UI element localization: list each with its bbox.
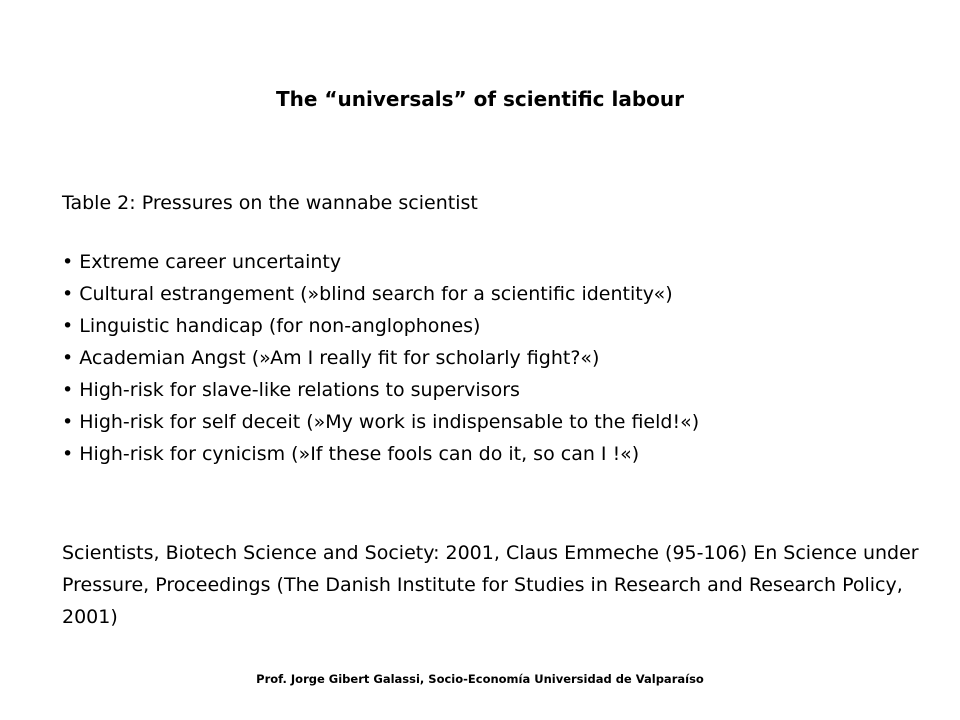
bullet-item: • Academian Angst (»Am I really fit for scholarly fight?«) bbox=[62, 347, 600, 369]
bullet-item: • High-risk for self deceit (»My work is indispensable to the field!«) bbox=[62, 411, 700, 433]
bullet-item: • Linguistic handicap (for non-anglophones) bbox=[62, 315, 481, 337]
bullet-item: • Extreme career uncertainty bbox=[62, 251, 342, 273]
bullet-item: • High-risk for slave-like relations to supervisors bbox=[62, 379, 520, 401]
footer-credit: Prof. Jorge Gibert Galassi, Socio-Economía Universidad de Valparaíso bbox=[256, 672, 704, 686]
citation: Scientists, Biotech Science and Society: 2001, Claus Emmeche (95-106) En Science under Pressure, Proceedings (The Danish Institute for Studies in Research and Research Policy, 2001) bbox=[62, 542, 919, 628]
bullet-list bbox=[62, 246, 922, 470]
slide-title: The “universals” of scientific labour bbox=[275, 87, 684, 111]
content-block bbox=[62, 187, 922, 470]
bullet-item: • High-risk for cynicism (»If these fools can do it, so can I !«) bbox=[62, 443, 640, 465]
bullet-item: • Cultural estrangement (»blind search for a scientific identity«) bbox=[62, 283, 673, 305]
table-title: Table 2: Pressures on the wannabe scientist bbox=[62, 192, 478, 214]
